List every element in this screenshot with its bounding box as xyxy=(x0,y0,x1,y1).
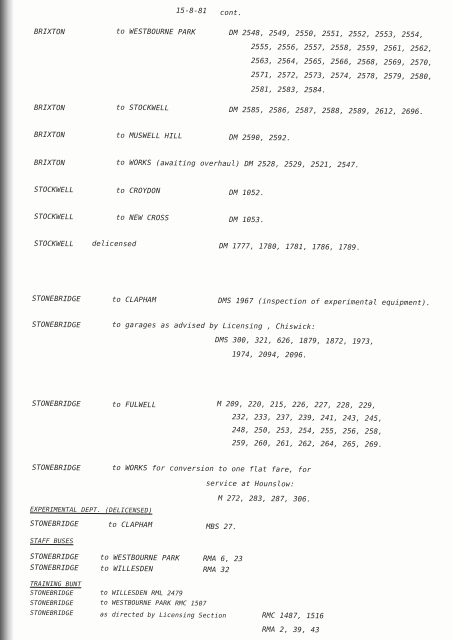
stonebridge-garages-nums2: 1974, 2094, 2096. xyxy=(231,349,308,360)
staff1-nums: RMA 6, 23 xyxy=(202,553,243,564)
brixton-westbourne-nums1: DM 2548, 2549, 2550, 2551, 2552, 2553, 2554, xyxy=(228,27,424,40)
brixton-works-dest: to WORKS (awaiting overhaul) DM 2528, 2529, 2521, 2547. xyxy=(115,157,360,170)
brixton-works-origin: BRIXTON xyxy=(33,157,66,168)
stonebridge-fulwell-origin: STONEBRIDGE xyxy=(31,398,81,409)
scan-edge-shadow xyxy=(0,0,14,640)
training1-dest: to WILLESDEN RML 2479 xyxy=(99,588,183,598)
stockwell-newcross-origin: STOCKWELL xyxy=(33,211,74,222)
stonebridge-garages-dest: to garages as advised by Licensing , Chiswick: xyxy=(111,319,316,332)
brixton-westbourne-nums4: 2571, 2572, 2573, 2574, 2578, 2579, 2580, xyxy=(250,70,433,81)
brixton-westbourne-nums5: 2581, 2583, 2584. xyxy=(250,84,327,95)
stonebridge-fulwell-nums2: 232, 233, 237, 239, 241, 243, 245, xyxy=(231,412,383,423)
experimental-heading: EXPERIMENTAL DEPT. (DELICENSED) xyxy=(29,505,153,515)
training1-origin: STONEBRIDGE xyxy=(29,588,74,598)
staff2-dest: to WILLESDEN xyxy=(99,563,154,574)
stockwell-croydon-dest: to CROYDON xyxy=(115,185,161,196)
brixton-westbourne-dest: to WESTBOURNE PARK xyxy=(115,26,196,37)
brixton-stockwell-dest: to STOCKWELL xyxy=(115,102,170,113)
stonebridge-fulwell-nums1: M 209, 220, 215, 226, 227, 228, 229, xyxy=(216,399,377,410)
stonebridge-clapham-dest: to CLAPHAM xyxy=(111,294,157,305)
stonebridge-fulwell-nums4: 259, 260, 261, 262, 264, 265, 269. xyxy=(231,438,383,449)
training3-nums2: RMA 2, 39, 43 xyxy=(261,624,320,635)
stockwell-croydon-nums: DM 1052. xyxy=(228,187,265,198)
stonebridge-fulwell-dest: to FULWELL xyxy=(111,399,157,410)
training3-nums1: RMC 1487, 1516 xyxy=(261,610,325,621)
training2-origin: STONEBRIDGE xyxy=(29,598,74,608)
stockwell-newcross-dest: to NEW CROSS xyxy=(115,212,170,223)
stonebridge-works-origin: STONEBRIDGE xyxy=(31,462,81,473)
stockwell-delicensed-nums: DM 1777, 1780, 1781, 1786, 1789. xyxy=(218,241,361,252)
training2-dest: to WESTBOURNE PARK RMC 1507 xyxy=(99,598,207,608)
staff1-origin: STONEBRIDGE xyxy=(29,551,79,562)
staff1-dest: to WESTBOURNE PARK xyxy=(99,552,180,563)
stockwell-croydon-origin: STOCKWELL xyxy=(33,184,74,195)
stockwell-newcross-nums: DM 1053. xyxy=(228,214,265,225)
stockwell-delicensed-dest: delicensed xyxy=(91,238,137,249)
brixton-muswell-origin: BRIXTON xyxy=(33,129,66,140)
experimental-origin: STONEBRIDGE xyxy=(29,518,79,529)
stonebridge-garages-nums1: DMS 300, 321, 626, 1879, 1872, 1973, xyxy=(214,335,375,346)
stonebridge-works-dest2: service at Hounslow: xyxy=(205,478,295,489)
stonebridge-clapham-origin: STONEBRIDGE xyxy=(31,293,81,304)
experimental-nums: MBS 27. xyxy=(205,521,238,532)
brixton-westbourne-nums2: 2555, 2556, 2557, 2558, 2559, 2561, 2562, xyxy=(250,42,433,53)
stockwell-delicensed-origin: STOCKWELL xyxy=(33,238,74,249)
staff2-origin: STONEBRIDGE xyxy=(29,562,79,573)
header-date: 15-8-81 xyxy=(175,5,208,16)
experimental-dest: to CLAPHAM xyxy=(107,519,153,530)
training3-dest: as directed by Licensing Section xyxy=(99,610,227,620)
brixton-muswell-dest: to MUSWELL HILL xyxy=(115,130,183,141)
staff-heading: STAFF BUSES xyxy=(29,536,74,546)
staff2-nums: RMA 32 xyxy=(202,564,230,575)
training-heading: TRAINING BUNT xyxy=(29,579,82,589)
stonebridge-fulwell-nums3: 248, 250, 253, 254, 255, 256, 258, xyxy=(231,425,383,436)
brixton-westbourne-nums3: 2563, 2564, 2565, 2566, 2568, 2569, 2570, xyxy=(250,56,433,67)
training3-origin: STONEBRIDGE xyxy=(29,608,74,618)
brixton-stockwell-nums: DM 2585, 2586, 2587, 2588, 2589, 2612, 2696. xyxy=(228,104,424,117)
stonebridge-garages-origin: STONEBRIDGE xyxy=(31,319,81,330)
brixton-stockwell-origin: BRIXTON xyxy=(33,102,66,113)
header-cont: cont. xyxy=(219,7,243,18)
brixton-westbourne-origin: BRIXTON xyxy=(33,26,66,37)
stonebridge-clapham-nums: DMS 1967 (inspection of experimental equipment). xyxy=(217,295,431,308)
stonebridge-works-dest: to WORKS for conversion to one flat fare, for xyxy=(111,462,312,475)
stonebridge-works-nums: M 272, 283, 287, 306. xyxy=(217,493,312,504)
brixton-muswell-nums: DM 2590, 2592. xyxy=(228,132,292,143)
